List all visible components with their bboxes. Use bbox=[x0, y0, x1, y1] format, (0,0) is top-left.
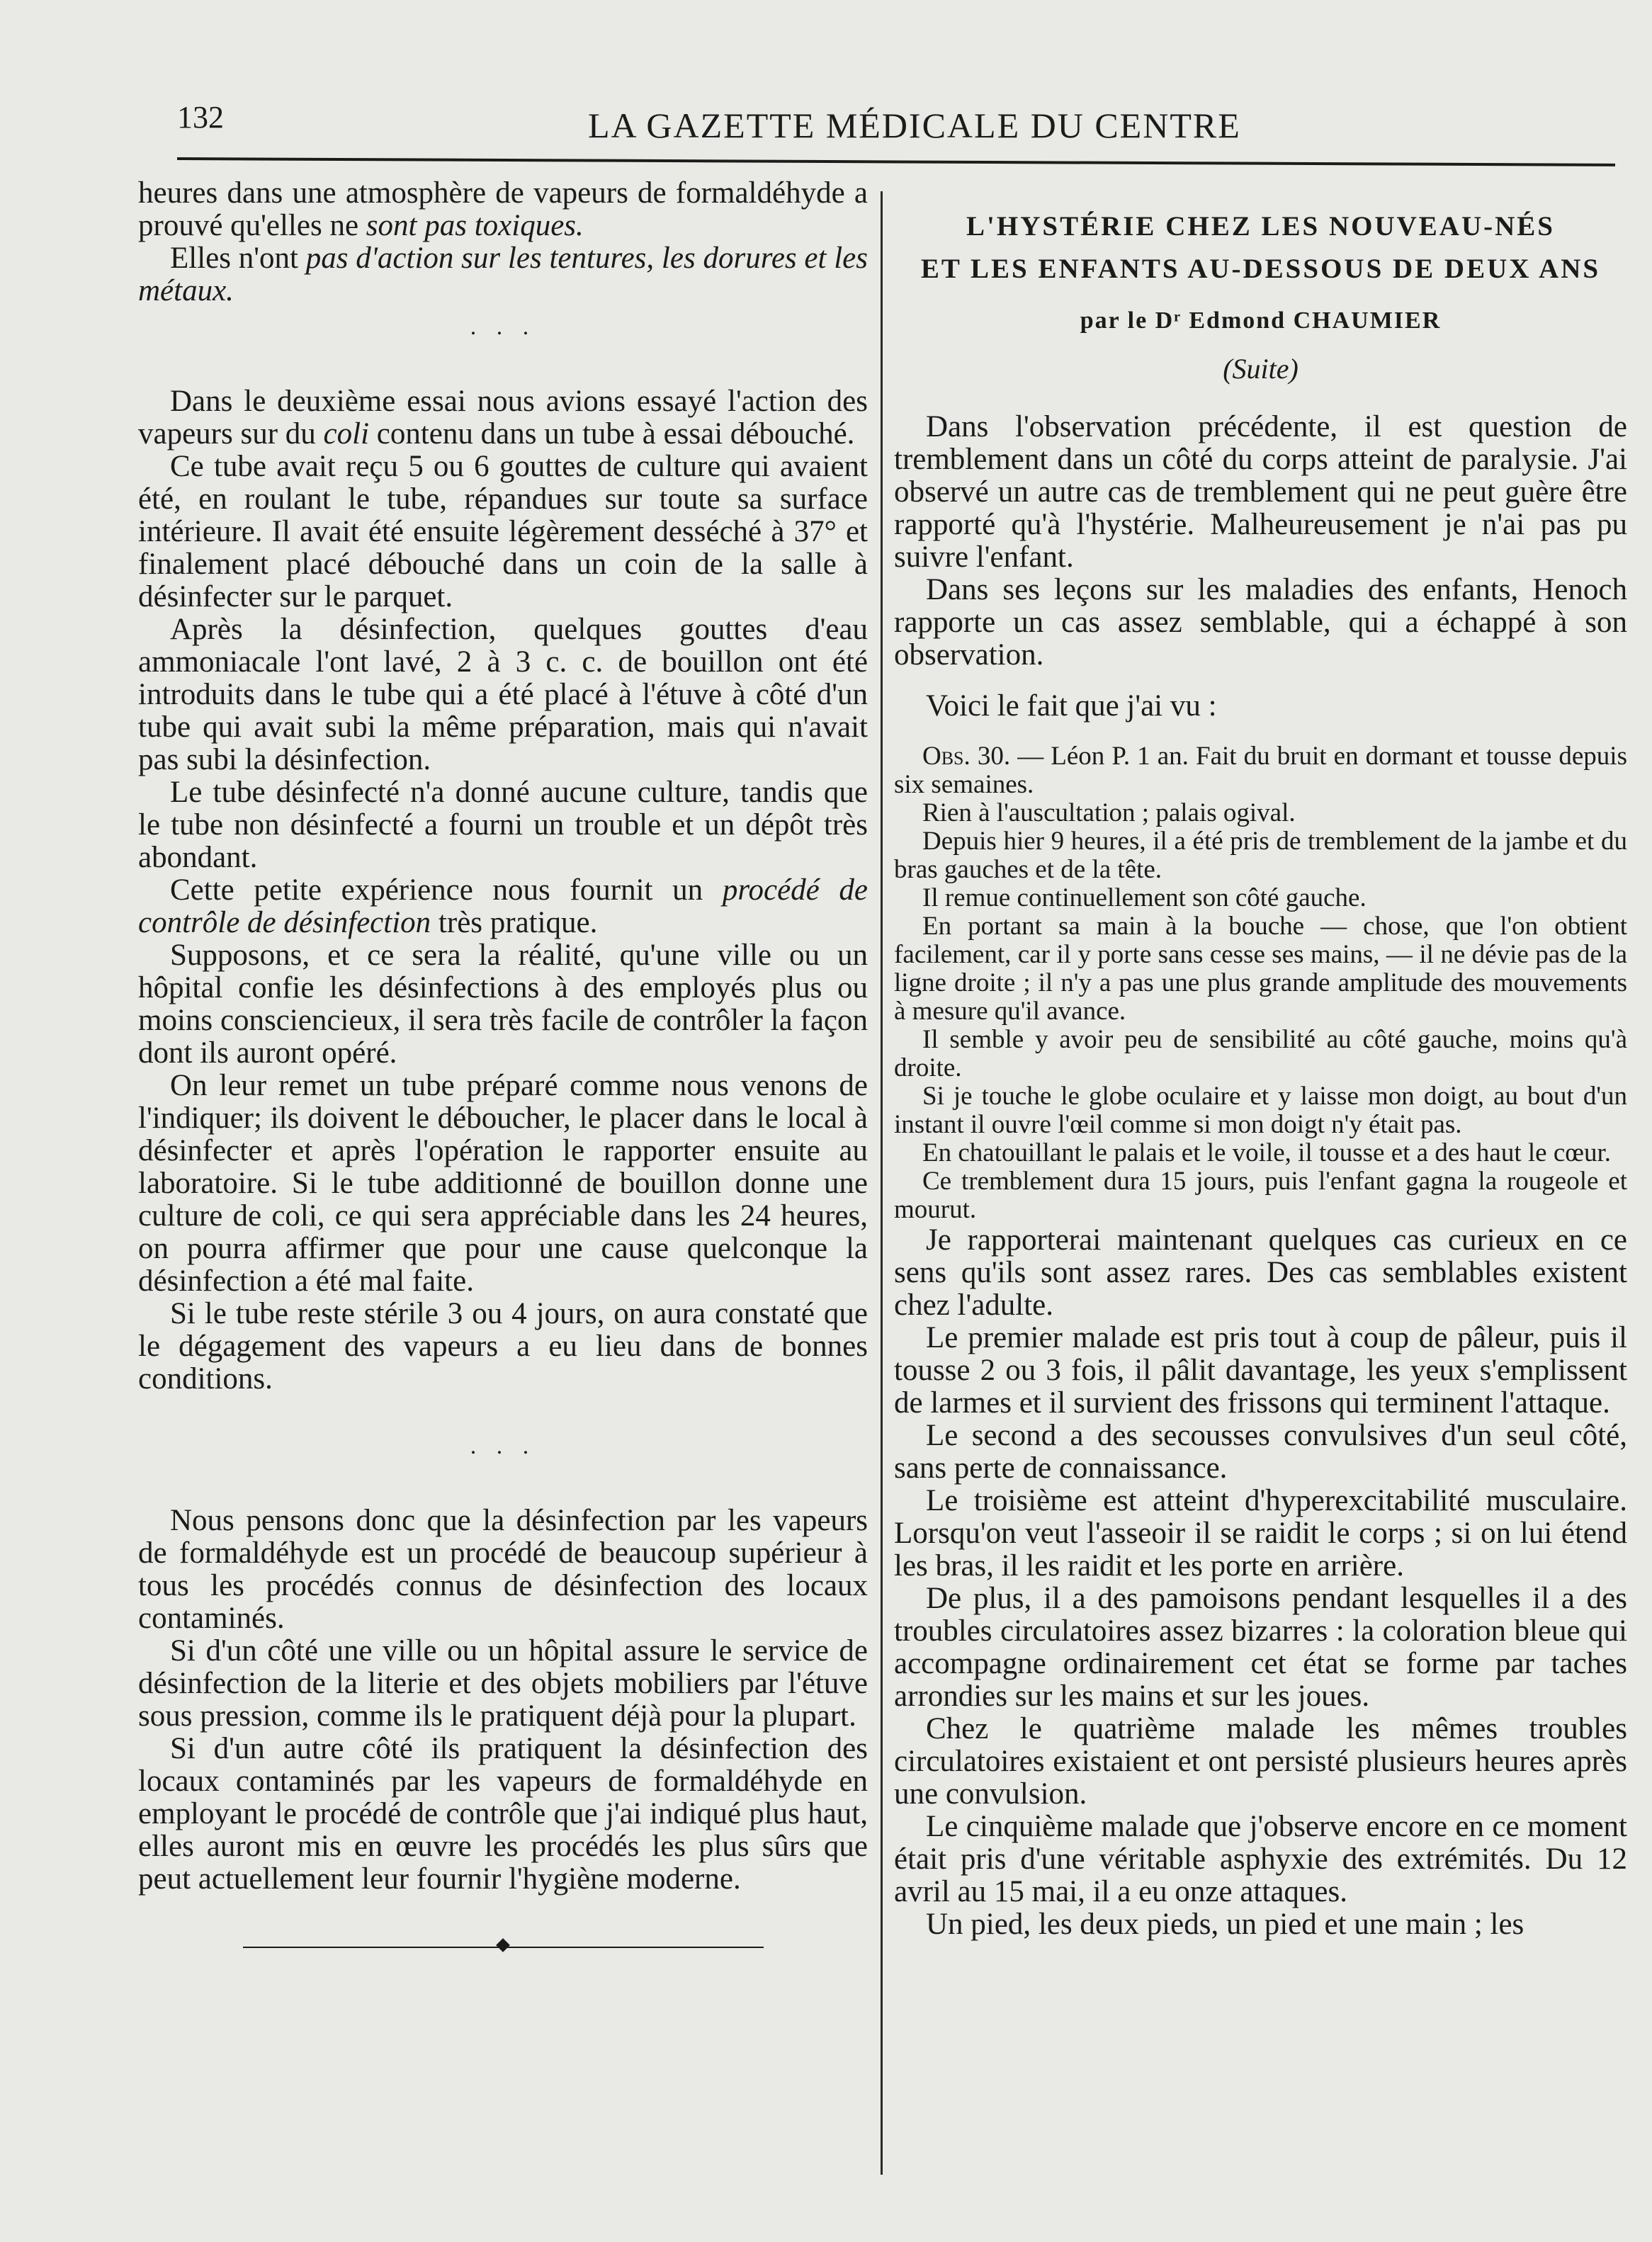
observation-label: Obs. 30. bbox=[922, 742, 1011, 771]
right-column bbox=[894, 177, 1627, 1941]
left-column bbox=[138, 177, 868, 1948]
column-divider bbox=[881, 191, 883, 2175]
paragraph bbox=[138, 874, 868, 939]
observation-line: Rien à l'auscultation ; palais ogival. bbox=[922, 798, 1296, 827]
observation-text: — Léon P. 1 an. Fait du bruit en dormant et tousse depuis six semaines. bbox=[894, 742, 1627, 799]
paragraph: Le cinquième malade que j'observe encore en ce moment était pris d'une véritable asphyxie des extrémités. Du 12 avril au 15 mai, il a eu onze attaques. bbox=[894, 1810, 1627, 1908]
title-line: L'HYSTÉRIE CHEZ LES NOUVEAU-NÉS bbox=[966, 211, 1555, 242]
byline: par le Dʳ Edmond CHAUMIER bbox=[1080, 307, 1442, 334]
observation-line: En portant sa main à la bouche — chose, que l'on obtient facilement, car il y porte sans cesse ses mains, — il ne dévie pas de la ligne droite ; il n'y a pas une plus grande amplitude des mouvements à mesure qu'il avance. bbox=[894, 912, 1627, 1026]
paragraph: Dans ses leçons sur les maladies des enfants, Henoch rapporte un cas assez semblable, qui a échappé à son observation. bbox=[894, 573, 1627, 672]
paragraph: Dans l'observation précédente, il est question de tremblement dans un côté du corps atteint de paralysie. J'ai observé un autre cas de tremblement qui ne peut guère être rapporté qu'à l'hystérie. Malheureusement je n'ai pas pu suivre l'enfant. bbox=[894, 410, 1627, 574]
emphasis-text: procédé de contrôle de désinfection bbox=[138, 873, 869, 939]
emphasis-text: sont pas toxiques. bbox=[366, 209, 584, 242]
paragraph: Ce tube avait reçu 5 ou 6 gouttes de culture qui avaient été, en roulant le tube, répandues sur toute sa surface intérieure. Il avait été ensuite légèrement desséché à 37° et finalement placé débouché dans un coin de la salle à désinfecter sur le parquet. bbox=[138, 450, 868, 613]
observation-block bbox=[894, 742, 1627, 1224]
diamond-ornament bbox=[496, 1938, 510, 1952]
paragraph: Après la désinfection, quelques gouttes d'eau ammoniacale l'ont lavé, 2 à 3 c. c. de bouillon ont été introduits dans le tube qui a été placé à l'étuve à côté d'un tube qui avait subi la même préparation, mais qui n'avait pas subi la désinfection. bbox=[138, 613, 868, 776]
paragraph-text: très pratique. bbox=[438, 906, 598, 939]
paragraph: Le troisième est atteint d'hyperexcitabilité musculaire. Lorsqu'on veut l'asseoir il se raidit le corps ; si on lui étend les bras, il les raidit et les porte en arrière. bbox=[894, 1484, 1627, 1583]
paragraph: Voici le fait que j'ai vu : bbox=[926, 689, 1217, 723]
paragraph: Supposons, et ce sera la réalité, qu'une ville ou un hôpital confie les désinfections à des employés plus ou moins consciencieux, il sera très facile de contrôler la façon dont ils auront opéré. bbox=[138, 939, 868, 1070]
observation-line: Depuis hier 9 heures, il a été pris de tremblement de la jambe et du bras gauches et de la tête. bbox=[894, 827, 1627, 884]
paragraph: Si d'un côté une ville ou un hôpital assure le service de désinfection de la literie et des objets mobiliers par l'étuve sous pression, comme ils le pratiquent déjà pour la plupart. bbox=[138, 1634, 868, 1733]
article-title bbox=[894, 205, 1627, 290]
paragraph: Le second a des secousses convulsives d'un seul côté, sans perte de connaissance. bbox=[894, 1419, 1627, 1485]
paragraph: Nous pensons donc que la désinfection par les vapeurs de formaldéhyde est un procédé de beaucoup supérieur à tous les procédés connus de désinfection des locaux contaminés. bbox=[138, 1504, 868, 1635]
paragraph-text: Dans le deuxième essai nous avions essayé l'action des vapeurs sur du bbox=[138, 385, 868, 451]
header-rule bbox=[177, 157, 1615, 166]
paragraph: Si d'un autre côté ils pratiquent la désinfection des locaux contaminés par les vapeurs de formaldéhyde en employant le procédé de contrôle que j'ai indiqué plus haut, elles auront mis en œuvre les procédés les plus sûrs que peut actuellement leur fournir l'hygiène moderne. bbox=[138, 1732, 868, 1896]
paragraph: Si le tube reste stérile 3 ou 4 jours, on aura constaté que le dégagement des vapeurs a eu lieu dans de bonnes conditions. bbox=[138, 1297, 868, 1395]
paragraph: On leur remet un tube préparé comme nous venons de l'indiquer; ils doivent le déboucher, le placer dans le local à désinfecter et après l'opération le rapporter ensuite au laboratoire. Si le tube additionné de bouillon donne une culture de coli, ce qui sera appréciable dans les 24 heures, on pourra affirmer que pour une cause quelconque la désinfection a été mal faite. bbox=[138, 1069, 868, 1298]
paragraph bbox=[138, 177, 868, 242]
observation-line: En chatouillant le palais et le voile, il tousse et a des haut le cœur. bbox=[922, 1138, 1611, 1167]
page-header bbox=[0, 0, 1652, 170]
paragraph: Le premier malade est pris tout à coup de pâleur, puis il tousse 2 ou 3 fois, il pâlit davantage, les yeux s'emplissent de larmes et il survient des frissons qui terminent l'attaque. bbox=[894, 1321, 1627, 1420]
paragraph: Chez le quatrième malade les mêmes troubles circulatoires existaient et ont persisté plusieurs heures après une convulsion. bbox=[894, 1712, 1627, 1811]
paragraph bbox=[138, 385, 868, 451]
section-separator: . . . bbox=[470, 1433, 536, 1459]
paragraph-text: Cette petite expérience nous fournit un bbox=[170, 873, 703, 907]
paragraph-text: heures dans une atmosphère de vapeurs de formaldéhyde a prouvé qu'elles ne bbox=[138, 176, 868, 242]
paragraph: Je rapporterai maintenant quelques cas curieux en ce sens qu'ils sont assez rares. Des cas semblables existent chez l'adulte. bbox=[894, 1223, 1627, 1322]
observation-line bbox=[894, 742, 1627, 799]
observation-line: Il remue continuellement son côté gauche. bbox=[922, 883, 1367, 912]
paragraph: Un pied, les deux pieds, un pied et une main ; les bbox=[926, 1908, 1524, 1941]
observation-line: Si je touche le globe oculaire et y laisse mon doigt, au bout d'un instant il ouvre l'œil comme si mon doigt n'y était pas. bbox=[894, 1082, 1627, 1139]
section-separator: . . . bbox=[470, 314, 536, 340]
end-rule bbox=[243, 1947, 764, 1948]
paragraph: Le tube désinfecté n'a donné aucune culture, tandis que le tube non désinfecté a fourni un trouble et un dépôt très abondant. bbox=[138, 776, 868, 874]
running-title: LA GAZETTE MÉDICALE DU CENTRE bbox=[588, 106, 1241, 145]
emphasis-text: coli bbox=[323, 417, 370, 451]
continuation-note: (Suite) bbox=[1223, 353, 1299, 385]
paragraph: De plus, il a des pamoisons pendant lesquelles il a des troubles circulatoires assez bizarres : la coloration bleue qui accompagne ordinairement cet état se forme par taches arrondies sur les mains et sur les joues. bbox=[894, 1582, 1627, 1713]
paragraph bbox=[138, 242, 868, 307]
page-number: 132 bbox=[177, 100, 224, 135]
observation-line: Il semble y avoir peu de sensibilité au côté gauche, moins qu'à droite. bbox=[894, 1025, 1627, 1082]
paragraph-text: Elles n'ont bbox=[170, 242, 298, 275]
paragraph-text: contenu dans un tube à essai débouché. bbox=[376, 417, 855, 451]
observation-line: Ce tremblement dura 15 jours, puis l'enfant gagna la rougeole et mourut. bbox=[894, 1167, 1627, 1224]
emphasis-text: pas d'action sur les tentures, les dorures et les métaux. bbox=[138, 242, 868, 307]
title-line: ET LES ENFANTS AU-DESSOUS DE DEUX ANS bbox=[920, 254, 1601, 284]
